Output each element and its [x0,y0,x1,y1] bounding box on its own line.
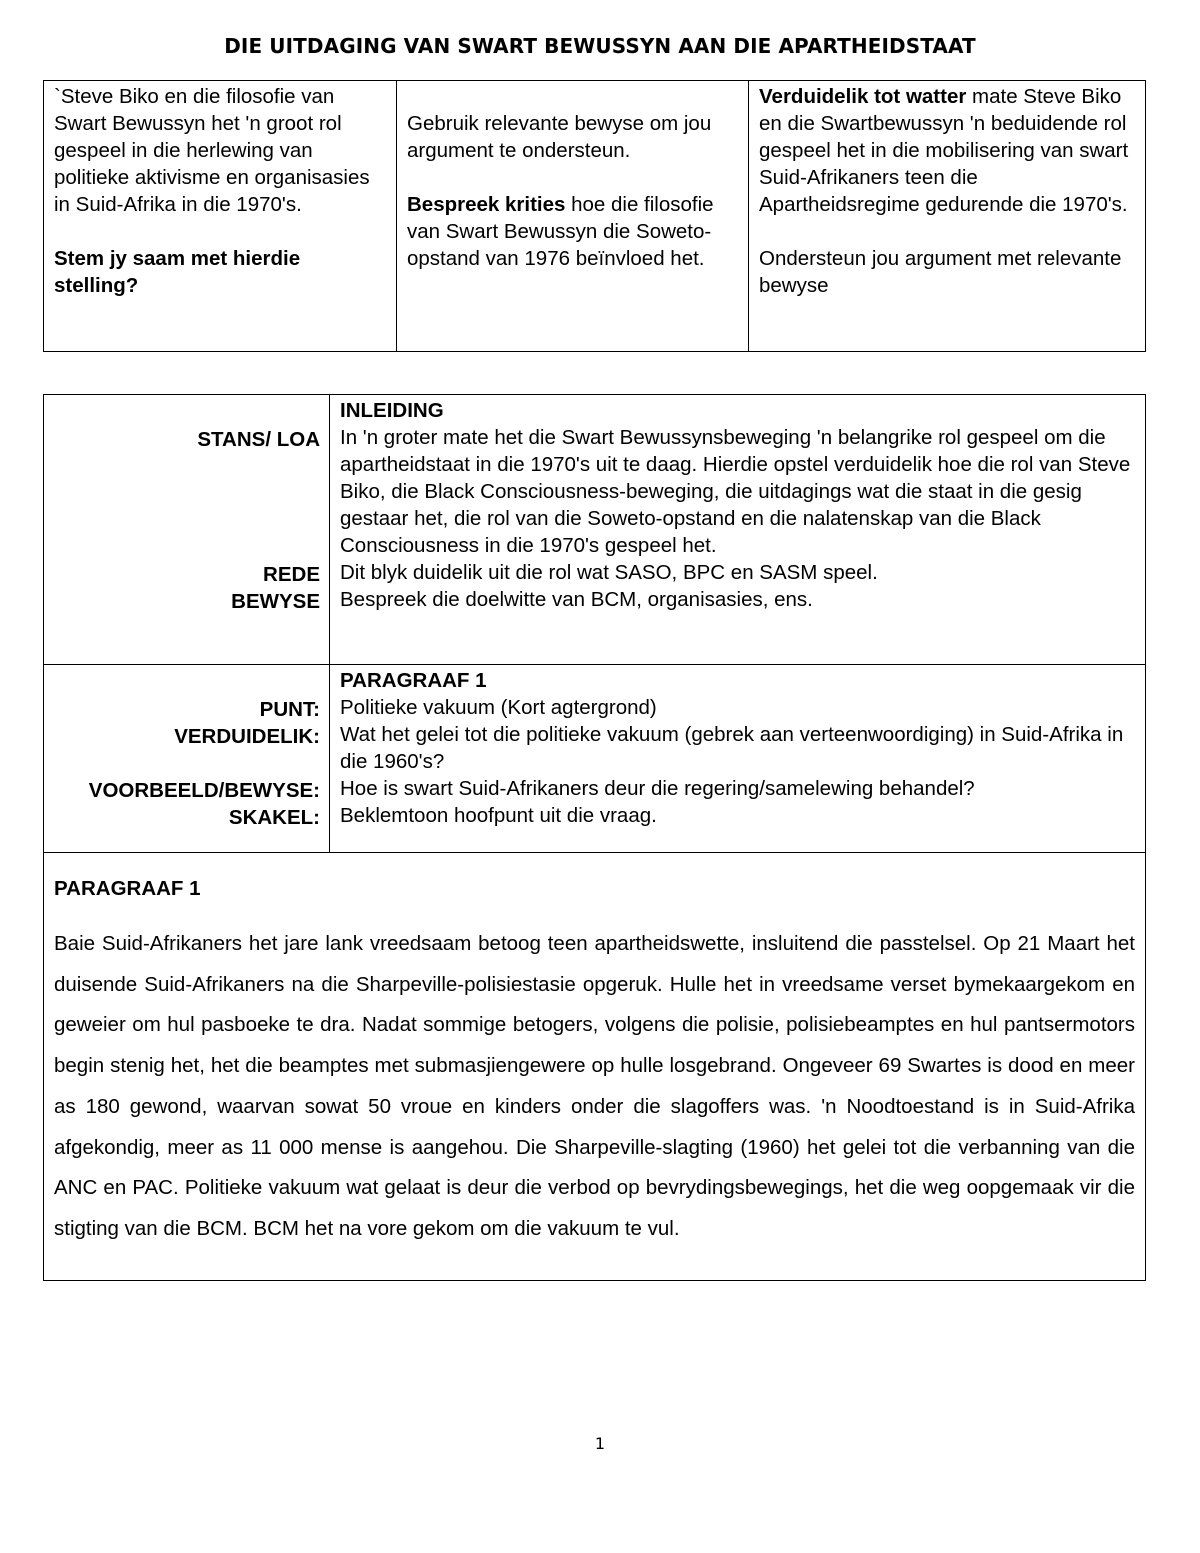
para1-plan-heading: PARAGRAAF 1 [340,669,487,692]
intro-heading: INLEIDING [340,399,444,422]
document-title: DIE UITDAGING VAN SWART BEWUSSYN AAN DIE APARTHEIDSTAAT [224,34,976,58]
para1-essay-heading: PARAGRAAF 1 [54,877,201,900]
question-1-prompt: Stem jy saam met hierdie stelling? [54,247,301,297]
intro-line-3: Bespreek die doelwitte van BCM, organisasies, ens. [340,588,813,611]
para1-essay-cell [44,853,1146,1281]
label-verduidelik: VERDUIDELIK: [174,725,320,748]
intro-line-2: Dit blyk duidelik uit die rol wat SASO, BPC en SASM speel. [340,561,878,584]
para1-essay-body: Baie Suid-Afrikaners het jare lank vreedsaam betoog teen apartheidswette, insluitend die passtelsel. Op 21 Maart het duisende Suid-Afrikaners na die Sharpeville-polisiestasie opgeruk. Hulle het in vreedsame verset bymekaargekom en geweier om hul pasboeke te dra. Nadat sommige betogers, volgens die polisie, polisiebeamptes en hul pantsermotors begin stenig het, het die beamptes met submasjiengewere op hulle losgebrand. Ongeveer 69 Swartes is dood en meer as 180 gewond, waarvan sowat 50 vroue en kinders onder die slagoffers was. 'n Noodtoestand is in Suid-Afrika afgekondig, meer as 11 000 mense is aangehou. Die Sharpeville-slagting (1960) het gelei tot die verbanning van die ANC en PAC. Politieke vakuum wat gelaat is deur die verbod op bevrydingsbewegings, het die weg oopgemaak vir die stigting van die BCM. BCM het na vore gekom om die vakuum te vul. [54,932,1135,1240]
para1-labels-cell [44,665,330,853]
para1-plan-line-4: Beklemtoon hoofpunt uit die vraag. [340,804,657,827]
question-3-prompt [759,83,1135,218]
intro-content-cell [330,395,1146,665]
page-number: 1 [594,1434,606,1453]
question-2-text: Gebruik relevante bewyse om jou argument te ondersteun. [407,112,712,162]
question-3-rest: mate Steve Biko en die Swartbewussyn 'n beduidende rol gespeel het in die mobilisering van swart Suid-Afrikaners teen die Apartheidsregime gedurende die 1970's. [759,85,1129,216]
para1-plan-cell [330,665,1146,853]
label-voorbeeld: VOORBEELD/BEWYSE: [88,779,320,802]
question-2-rest: hoe die filosofie van Swart Bewussyn die Soweto-opstand van 1976 beïnvloed het. [407,193,714,270]
question-1-cell [44,81,397,352]
label-bewyse: BEWYSE [231,590,320,613]
para1-plan-line-2: Wat het gelei tot die politieke vakuum (gebrek aan verteenwoordiging) in Suid-Afrika in die 1960's? [340,723,1124,773]
para1-plan-line-3: Hoe is swart Suid-Afrikaners deur die regering/samelewing behandel? [340,777,975,800]
question-1-text: `Steve Biko en die filosofie van Swart Bewussyn het 'n groot rol gespeel in die herlewing van politieke aktivisme en organisasies in Suid-Afrika in die 1970's. [54,85,370,216]
essay-plan-table [43,394,1146,1281]
question-2-bold: Bespreek krities [407,193,566,216]
intro-labels-cell [44,395,330,665]
question-3-bold: Verduidelik tot watter [759,85,967,108]
question-2-cell [397,81,749,352]
question-3-cell [749,81,1146,352]
label-rede: REDE [263,563,320,586]
question-2-prompt [407,191,738,272]
question-3-support: Ondersteun jou argument met relevante bewyse [759,247,1122,297]
intro-body: In 'n groter mate het die Swart Bewussynsbeweging 'n belangrike rol gespeel om die apartheidstaat in die 1970's uit te daag. Hierdie opstel verduidelik hoe die rol van Steve Biko, die Black Consciousness-beweging, die uitdagings wat die staat in die gesig gestaar het, die rol van die Soweto-opstand en die nalatenskap van die Black Consciousness in die 1970's gespeel het. [340,426,1131,557]
label-skakel: SKAKEL: [228,806,320,829]
essay-questions-table [43,80,1146,352]
label-stans: STANS/ LOA [197,428,320,451]
para1-plan-line-1: Politieke vakuum (Kort agtergrond) [340,696,657,719]
label-punt: PUNT: [259,698,320,721]
